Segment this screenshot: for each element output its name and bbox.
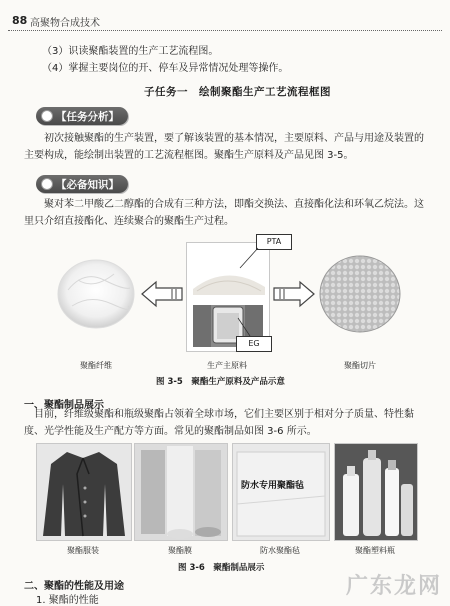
- banner-label: 【必备知识】: [56, 179, 119, 191]
- para-line: 里只介绍直接酯化、连续聚合的聚酯生产过程。: [24, 216, 234, 227]
- list-item: （4）掌握主要岗位的开、停车及异常情况处理等操作。: [42, 63, 289, 74]
- subtask-title: 子任务一 绘制聚酯生产工艺流程框图: [144, 86, 331, 98]
- caption-chips: 聚酯切片: [344, 361, 376, 370]
- task-analysis-banner: [36, 107, 128, 125]
- section1-title: 一、聚酯制品展示: [24, 400, 104, 411]
- caption-felt: 防水聚酯毡: [260, 546, 300, 555]
- banner-ring-icon: [41, 110, 53, 122]
- felt-text: 防水专用聚酯毡: [241, 481, 305, 491]
- waterproof-felt-image: [232, 443, 330, 541]
- para-line: 目前，纤维级聚酯和瓶级聚酯占领着全球市场，它们主要区别于相对分子质量、特性黏: [34, 409, 414, 420]
- para-line: 度、光学性能及生产配方等方面。常见的聚酯制品如图 3-6 所示。: [24, 426, 317, 437]
- eg-label: EG: [236, 336, 272, 352]
- list-item: （3）识读聚酯装置的生产工艺流程图。: [42, 46, 219, 57]
- caption-bottles: 聚酯塑料瓶: [355, 546, 395, 555]
- polyester-fiber-image: [54, 250, 138, 334]
- label-leader-lines: [236, 246, 266, 342]
- figure-3-5-title: 图 3-5 聚酯生产原料及产品示意: [156, 377, 285, 387]
- page-header: [0, 0, 450, 32]
- section2-item: 1. 聚酯的性能: [36, 595, 99, 606]
- caption-film: 聚酯膜: [168, 546, 192, 555]
- task-paragraph: [24, 130, 436, 164]
- caption-jacket: 聚酯服装: [67, 546, 99, 555]
- section1-paragraph: [24, 406, 436, 440]
- caption-raw-material: 生产主原料: [207, 361, 247, 370]
- knowledge-banner: [36, 175, 128, 193]
- right-arrow-icon: [272, 280, 316, 312]
- para-line: 初次接触聚酯的生产装置，要了解该装置的基本情况，主要原料、产品与用途及装置的: [44, 133, 424, 144]
- para-line: 聚对苯二甲酸乙二醇酯的合成有三种方法，即酯交换法、直接酯化法和环氧乙烷法。这: [44, 199, 424, 210]
- section2-title: 二、聚酯的性能及用途: [24, 581, 124, 592]
- polyester-jacket-image: [36, 443, 132, 541]
- knowledge-paragraph: [24, 196, 436, 230]
- polyester-film-image: [134, 443, 228, 541]
- caption-fiber: 聚酯纤维: [80, 361, 112, 370]
- polyester-chips-image: [318, 252, 402, 336]
- para-line: 主要构成，能绘制出装置的工艺流程框图。聚酯生产原料及产品见图 3-5。: [24, 150, 354, 161]
- book-title: 高聚物合成技术: [30, 18, 100, 29]
- watermark: 广东龙网: [345, 574, 442, 599]
- figure-3-6-title: 图 3-6 聚酯制品展示: [178, 563, 265, 573]
- banner-label: 【任务分析】: [56, 111, 119, 123]
- page-number: 88: [12, 14, 28, 27]
- banner-ring-icon: [41, 178, 53, 190]
- plastic-bottles-image: [334, 443, 418, 541]
- header-divider: [8, 30, 442, 31]
- left-arrow-icon: [140, 280, 184, 312]
- pta-label: PTA: [256, 234, 292, 250]
